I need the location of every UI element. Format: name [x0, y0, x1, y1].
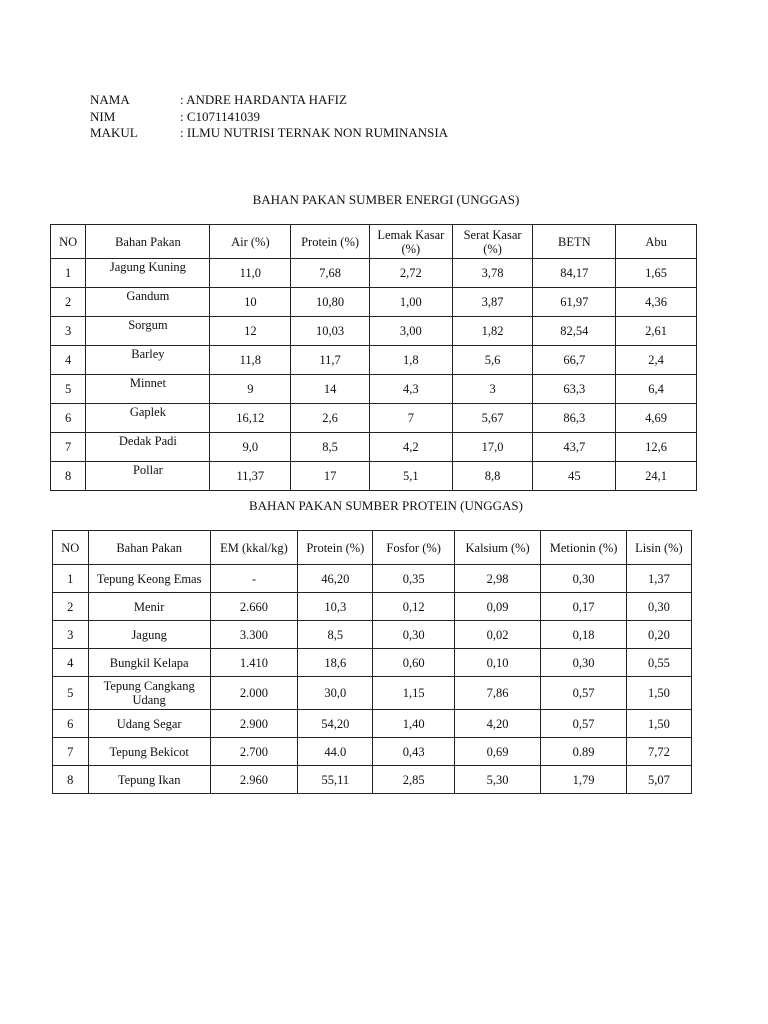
- table-cell: 8: [53, 766, 89, 794]
- info-row-nim: [90, 109, 448, 126]
- table-cell: 1,82: [452, 317, 533, 346]
- table-cell: 7: [51, 433, 86, 462]
- table-cell: 1,37: [626, 565, 691, 593]
- energy-table-title: BAHAN PAKAN SUMBER ENERGI (UNGGAS): [252, 192, 520, 207]
- table-header-row: [51, 225, 697, 259]
- table-cell: Barley: [86, 346, 210, 375]
- info-label: NIM: [90, 108, 116, 124]
- table-cell: 6,4: [616, 375, 697, 404]
- table-cell: 0,20: [626, 621, 691, 649]
- column-header: Air (%): [210, 225, 291, 259]
- table-row: [53, 621, 692, 649]
- table-row: [53, 766, 692, 794]
- table-cell: 0,57: [541, 677, 626, 710]
- table-cell: 6: [53, 710, 89, 738]
- column-header: Bahan Pakan: [88, 531, 210, 565]
- table-cell: 2.000: [210, 677, 298, 710]
- table-cell: 7: [369, 404, 452, 433]
- table-row: [51, 462, 697, 491]
- table-cell: 3,78: [452, 259, 533, 288]
- table-cell: 10: [210, 288, 291, 317]
- table-cell: 1,79: [541, 766, 626, 794]
- table-row: [53, 565, 692, 593]
- table-cell: 2,6: [291, 404, 370, 433]
- table-cell: 3.300: [210, 621, 298, 649]
- table-cell: 11,7: [291, 346, 370, 375]
- table-cell: 2: [53, 593, 89, 621]
- column-header: Bahan Pakan: [86, 225, 210, 259]
- table-row: [51, 375, 697, 404]
- table-cell: 0,60: [373, 649, 454, 677]
- protein-table-title: BAHAN PAKAN SUMBER PROTEIN (UNGGAS): [249, 498, 523, 513]
- table-cell: 5: [53, 677, 89, 710]
- protein-table: [52, 530, 692, 794]
- table-cell: 24,1: [616, 462, 697, 491]
- table-row: [51, 259, 697, 288]
- info-value: : ANDRE HARDANTA HAFIZ: [180, 92, 347, 107]
- table-cell: 1,50: [626, 677, 691, 710]
- student-info: [90, 92, 448, 142]
- table-cell: 0,10: [454, 649, 540, 677]
- column-header: BETN: [533, 225, 616, 259]
- table-cell: Bungkil Kelapa: [88, 649, 210, 677]
- table-cell: 4,36: [616, 288, 697, 317]
- table-cell: 17: [291, 462, 370, 491]
- table-row: [51, 288, 697, 317]
- table-cell: 2.700: [210, 738, 298, 766]
- column-header: Protein (%): [298, 531, 373, 565]
- table-cell: Menir: [88, 593, 210, 621]
- table-cell: 2.660: [210, 593, 298, 621]
- table-cell: 4: [53, 649, 89, 677]
- table-cell: Sorgum: [86, 317, 210, 346]
- table-cell: -: [210, 565, 298, 593]
- table-cell: Dedak Padi: [86, 433, 210, 462]
- table-cell: 9,0: [210, 433, 291, 462]
- table-cell: 5,6: [452, 346, 533, 375]
- column-header: NO: [53, 531, 89, 565]
- table-row: [53, 738, 692, 766]
- table-cell: 3,87: [452, 288, 533, 317]
- table-row: [51, 317, 697, 346]
- table-cell: 5,67: [452, 404, 533, 433]
- table-cell: 17,0: [452, 433, 533, 462]
- column-header: Lisin (%): [626, 531, 691, 565]
- table-cell: Jagung: [88, 621, 210, 649]
- table-cell: 10,3: [298, 593, 373, 621]
- info-value: : ILMU NUTRISI TERNAK NON RUMINANSIA: [180, 125, 449, 140]
- table-cell: 0,55: [626, 649, 691, 677]
- table-cell: 7,68: [291, 259, 370, 288]
- info-value: : C1071141039: [180, 108, 261, 124]
- table-cell: 1,15: [373, 677, 454, 710]
- table-cell: 3: [51, 317, 86, 346]
- table-cell: 0,30: [626, 593, 691, 621]
- table-cell: 4,3: [369, 375, 452, 404]
- table-cell: 44.0: [298, 738, 373, 766]
- table-cell: 12: [210, 317, 291, 346]
- table-cell: 18,6: [298, 649, 373, 677]
- table-cell: 43,7: [533, 433, 616, 462]
- table-cell: 4,20: [454, 710, 540, 738]
- table-cell: 0,17: [541, 593, 626, 621]
- table-cell: 0,09: [454, 593, 540, 621]
- table-cell: 1: [53, 565, 89, 593]
- column-header: Protein (%): [291, 225, 370, 259]
- table-cell: 1: [51, 259, 86, 288]
- table-cell: 3: [53, 621, 89, 649]
- table-header-row: [53, 531, 692, 565]
- table-cell: 11,0: [210, 259, 291, 288]
- table-row: [53, 593, 692, 621]
- table-cell: 0,18: [541, 621, 626, 649]
- table-cell: 82,54: [533, 317, 616, 346]
- table-cell: Minnet: [86, 375, 210, 404]
- table-cell: 5,30: [454, 766, 540, 794]
- table-cell: 7,86: [454, 677, 540, 710]
- table-cell: 6: [51, 404, 86, 433]
- table-cell: 84,17: [533, 259, 616, 288]
- table-cell: 5,1: [369, 462, 452, 491]
- table-cell: 12,6: [616, 433, 697, 462]
- table-cell: 4: [51, 346, 86, 375]
- table-row: [53, 710, 692, 738]
- table-row: [51, 404, 697, 433]
- table-cell: 2.960: [210, 766, 298, 794]
- table-cell: 1.410: [210, 649, 298, 677]
- table-cell: Gaplek: [86, 404, 210, 433]
- table-cell: 7,72: [626, 738, 691, 766]
- column-header: Fosfor (%): [373, 531, 454, 565]
- table-cell: 8,5: [291, 433, 370, 462]
- table-cell: 2,98: [454, 565, 540, 593]
- table-cell: Tepung Bekicot: [88, 738, 210, 766]
- table-cell: 7: [53, 738, 89, 766]
- table-cell: Tepung Cangkang Udang: [88, 677, 210, 710]
- table-cell: 63,3: [533, 375, 616, 404]
- table-cell: 0,02: [454, 621, 540, 649]
- table-cell: 3,00: [369, 317, 452, 346]
- table-cell: 1,00: [369, 288, 452, 317]
- table-cell: 0,69: [454, 738, 540, 766]
- table-cell: 0,30: [541, 649, 626, 677]
- table-cell: 2,85: [373, 766, 454, 794]
- table-cell: 2.900: [210, 710, 298, 738]
- table-row: [51, 346, 697, 375]
- table-cell: 2,72: [369, 259, 452, 288]
- energy-table: [50, 224, 697, 491]
- table-cell: 1,8: [369, 346, 452, 375]
- table-cell: 1,40: [373, 710, 454, 738]
- table-cell: 2: [51, 288, 86, 317]
- table-row: [53, 677, 692, 710]
- table-cell: 0,43: [373, 738, 454, 766]
- table-cell: 8,5: [298, 621, 373, 649]
- table-cell: 8: [51, 462, 86, 491]
- table-cell: 0,30: [373, 621, 454, 649]
- table-cell: 2,4: [616, 346, 697, 375]
- table-cell: 8,8: [452, 462, 533, 491]
- table-cell: 1,65: [616, 259, 697, 288]
- table-cell: Gandum: [86, 288, 210, 317]
- table-cell: 45: [533, 462, 616, 491]
- table-cell: Jagung Kuning: [86, 259, 210, 288]
- table-cell: 5: [51, 375, 86, 404]
- table-cell: 10,03: [291, 317, 370, 346]
- table-cell: 55,11: [298, 766, 373, 794]
- table-cell: Tepung Ikan: [88, 766, 210, 794]
- info-label: NAMA: [90, 92, 130, 107]
- table-cell: 86,3: [533, 404, 616, 433]
- table-cell: 16,12: [210, 404, 291, 433]
- column-header: Lemak Kasar (%): [369, 225, 452, 259]
- table-cell: 0,57: [541, 710, 626, 738]
- table-cell: 0,35: [373, 565, 454, 593]
- column-header: Metionin (%): [541, 531, 626, 565]
- table-row: [53, 649, 692, 677]
- column-header: Serat Kasar (%): [452, 225, 533, 259]
- table-cell: 11,8: [210, 346, 291, 375]
- table-cell: 61,97: [533, 288, 616, 317]
- table-cell: 10,80: [291, 288, 370, 317]
- table-cell: 5,07: [626, 766, 691, 794]
- column-header: EM (kkal/kg): [210, 531, 298, 565]
- table-cell: 66,7: [533, 346, 616, 375]
- table-cell: Udang Segar: [88, 710, 210, 738]
- table-cell: 54,20: [298, 710, 373, 738]
- table-cell: 2,61: [616, 317, 697, 346]
- column-header: Abu: [616, 225, 697, 259]
- table-cell: 11,37: [210, 462, 291, 491]
- table-cell: 1,50: [626, 710, 691, 738]
- table-cell: 0,30: [541, 565, 626, 593]
- info-label: MAKUL: [90, 125, 138, 140]
- table-cell: 14: [291, 375, 370, 404]
- column-header: NO: [51, 225, 86, 259]
- table-cell: 0.89: [541, 738, 626, 766]
- table-cell: 4,2: [369, 433, 452, 462]
- table-cell: 9: [210, 375, 291, 404]
- table-cell: Pollar: [86, 462, 210, 491]
- info-row-makul: [90, 125, 448, 142]
- column-header: Kalsium (%): [454, 531, 540, 565]
- table-cell: 30,0: [298, 677, 373, 710]
- table-cell: 4,69: [616, 404, 697, 433]
- table-row: [51, 433, 697, 462]
- table-cell: Tepung Keong Emas: [88, 565, 210, 593]
- info-row-nama: [90, 92, 448, 109]
- table-cell: 3: [452, 375, 533, 404]
- table-cell: 0,12: [373, 593, 454, 621]
- table-cell: 46,20: [298, 565, 373, 593]
